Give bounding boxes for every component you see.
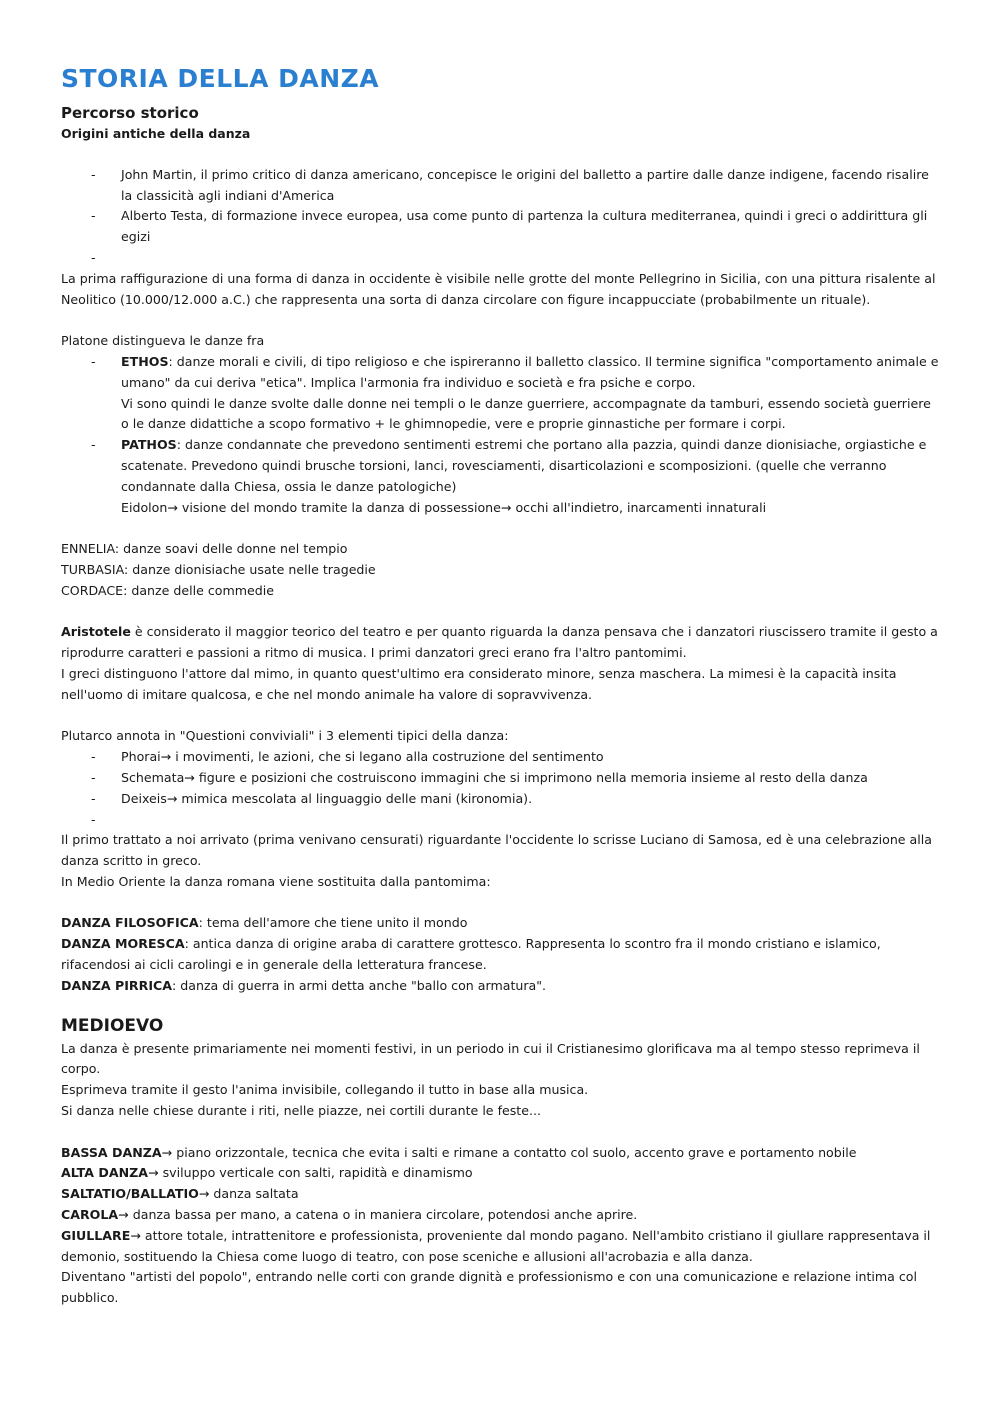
- paragraph-medio-oriente: In Medio Oriente la danza romana viene sostituita dalla pantomima:: [61, 873, 491, 889]
- danza-greca-line: CORDACE: danze delle commedie: [61, 582, 275, 598]
- ethos-text: : danze morali e civili, di tipo religioso e che ispireranno il balletto classico. Il termine significa "comportamento animale e umano" da cui deriva "etica". Implica l'armonia fra individuo e società e fra psiche e corpo.: [121, 353, 939, 390]
- term-danza: DANZA MORESCA: [61, 936, 185, 952]
- plutarco-list: [61, 747, 941, 830]
- danza-desc: : danza di guerra in armi detta anche "ballo con armatura".: [172, 977, 547, 993]
- pathos-text: : danze condannate che prevedono sentimenti estremi che portano alla pazzia, quindi danze dionisiache, orgiastiche e scatenate. Prevedono quindi brusche torsioni, lanci, rovesciamenti, disarticolazioni e scomposizioni. (quelle che verranno condannate dalla Chiesa, ossia le danze patologiche): [121, 437, 927, 494]
- danza-desc: → attore totale, intrattenitore e professionista, proveniente dal mondo pagano. Nell'ambito cristiano il giullare rappresentava il demonio, sostituendo la Chiesa come luogo di teatro, con pose sceniche e allusioni all'acrobazia e alla danza.: [61, 1227, 931, 1264]
- danza-desc: : tema dell'amore che tiene unito il mondo: [198, 915, 468, 931]
- medioevo-danza-line: [61, 1143, 941, 1164]
- term-pathos: PATHOS: [121, 437, 177, 453]
- danza-greca-line: TURBASIA: danze dionisiache usate nelle tragedie: [61, 561, 376, 577]
- danza-tipo-line: [61, 913, 941, 934]
- spacer: [61, 602, 941, 623]
- list-item: - Schemata→ figure e posizioni che costruiscono immagini che si imprimono nella memoria insieme al resto della danza: [61, 768, 941, 789]
- spacer: [61, 893, 941, 914]
- term-ethos: ETHOS: [121, 353, 169, 369]
- list-item: - John Martin, il primo critico di danza americano, concepisce le origini del balletto a partire dalle danze indigene, facendo risalire la classicità agli indiani d'America: [61, 165, 941, 207]
- section-subsubtitle: Origini antiche della danza: [61, 126, 251, 141]
- section-heading-medioevo: MEDIOEVO: [61, 1015, 164, 1036]
- document-page: [61, 62, 941, 1309]
- spacer: [61, 997, 941, 1007]
- danza-desc: → piano orizzontale, tecnica che evita i salti e rimane a contatto col suolo, accento grave e portamento nobile: [161, 1144, 857, 1160]
- term-danza: DANZA FILOSOFICA: [61, 915, 199, 931]
- list-item: - Deixeis→ mimica mescolata al linguaggio delle mani (kironomia).: [61, 789, 941, 810]
- pathos-extra: Eidolon→ visione del mondo tramite la danza di possessione→ occhi all'indietro, inarcamenti innaturali: [121, 499, 767, 515]
- medioevo-paragraph: Si danza nelle chiese durante i riti, nelle piazze, nei cortili durante le feste...: [61, 1103, 542, 1119]
- medioevo-danza-line: [61, 1163, 941, 1184]
- list-item-pathos: [61, 435, 941, 518]
- paragraph-artisti-popolo: Diventano "artisti del popolo", entrando nelle corti con grande dignità e professionismo e con una comunicazione e relazione intima col pubblico.: [61, 1269, 917, 1306]
- medioevo-danza-line: [61, 1205, 941, 1226]
- plutarco-intro: Plutarco annota in "Questioni conviviali" i 3 elementi tipici della danza:: [61, 728, 509, 744]
- platone-intro: Platone distingueva le danze fra: [61, 333, 265, 349]
- danza-desc: → danza saltata: [198, 1186, 299, 1202]
- medioevo-paragraph: La danza è presente primariamente nei momenti festivi, in un periodo in cui il Cristianesimo glorificava ma al tempo stesso reprimeva il corpo.: [61, 1040, 920, 1077]
- term-danza: GIULLARE: [61, 1227, 131, 1243]
- list-item: - Phorai→ i movimenti, le azioni, che si legano alla costruzione del sentimento: [61, 747, 941, 768]
- term-danza: BASSA DANZA: [61, 1144, 162, 1160]
- page-title: STORIA DELLA DANZA: [61, 64, 380, 93]
- danza-tipo-line: [61, 976, 941, 997]
- paragraph-trattato: Il primo trattato a noi arrivato (prima venivano censurati) riguardante l'occidente lo scrisse Luciano di Samosa, ed è una celebrazione alla danza scritto in greco.: [61, 832, 932, 869]
- list-item-ethos: [61, 352, 941, 435]
- danza-greca-line: ENNELIA: danze soavi delle donne nel tempio: [61, 541, 348, 557]
- medioevo-danza-line: [61, 1184, 941, 1205]
- danza-tipo-line: [61, 934, 941, 976]
- term-danza: DANZA PIRRICA: [61, 977, 172, 993]
- spacer: [61, 144, 941, 165]
- spacer: [61, 518, 941, 539]
- term-aristotele: Aristotele: [61, 624, 131, 640]
- platone-list: [61, 352, 941, 518]
- term-danza: SALTATIO/BALLATIO: [61, 1186, 199, 1202]
- paragraph-aristotele: [61, 622, 941, 664]
- danza-desc: → danza bassa per mano, a catena o in maniera circolare, potendosi anche aprire.: [118, 1207, 638, 1223]
- list-item: [61, 248, 941, 269]
- paragraph-mimesi: I greci distinguono l'attore dal mimo, in quanto quest'ultimo era considerato minore, senza maschera. La mimesi è la capacità insita nell'uomo di imitare qualcosa, e che nel mondo animale ha valore di sopravvivenza.: [61, 665, 897, 702]
- spacer: [61, 310, 941, 331]
- origini-list: [61, 165, 941, 269]
- term-danza: ALTA DANZA: [61, 1165, 149, 1181]
- danza-desc: : antica danza di origine araba di carattere grottesco. Rappresenta lo scontro fra il mondo cristiano e islamico, rifacendosi ai cicli carolingi e in generale della letteratura francese.: [61, 936, 881, 973]
- aristotele-text: è considerato il maggior teorico del teatro e per quanto riguarda la danza pensava che i danzatori riuscissero tramite il gesto a riprodurre caratteri e passioni a ritmo di musica. I primi danzatori greci erano fra l'altro pantomimi.: [61, 624, 938, 661]
- danza-desc: → sviluppo verticale con salti, rapidità e dinamismo: [148, 1165, 473, 1181]
- spacer: [61, 1122, 941, 1143]
- list-item: - Alberto Testa, di formazione invece europea, usa come punto di partenza la cultura mediterranea, quindi i greci o addirittura gli egizi: [61, 206, 941, 248]
- medioevo-danza-line: [61, 1226, 941, 1268]
- section-subtitle: Percorso storico: [61, 104, 199, 122]
- term-danza: CAROLA: [61, 1207, 119, 1223]
- ethos-extra: Vi sono quindi le danze svolte dalle donne nei templi o le danze guerriere, accompagnate da tamburi, essendo società guerriere o le danze didattiche a scopo formativo + le ghimnopedie, vere e proprie ginnastiche per formare i corpi.: [121, 395, 931, 432]
- spacer: [61, 706, 941, 727]
- medioevo-paragraph: Esprimeva tramite il gesto l'anima invisibile, collegando il tutto in base alla musica.: [61, 1082, 589, 1098]
- list-item: [61, 810, 941, 831]
- paragraph-raffigurazione: La prima raffigurazione di una forma di danza in occidente è visibile nelle grotte del monte Pellegrino in Sicilia, con una pittura risalente al Neolitico (10.000/12.000 a.C.) che rappresenta una sorta di danza circolare con figure incappucciate (probabilmente un rituale).: [61, 270, 936, 307]
